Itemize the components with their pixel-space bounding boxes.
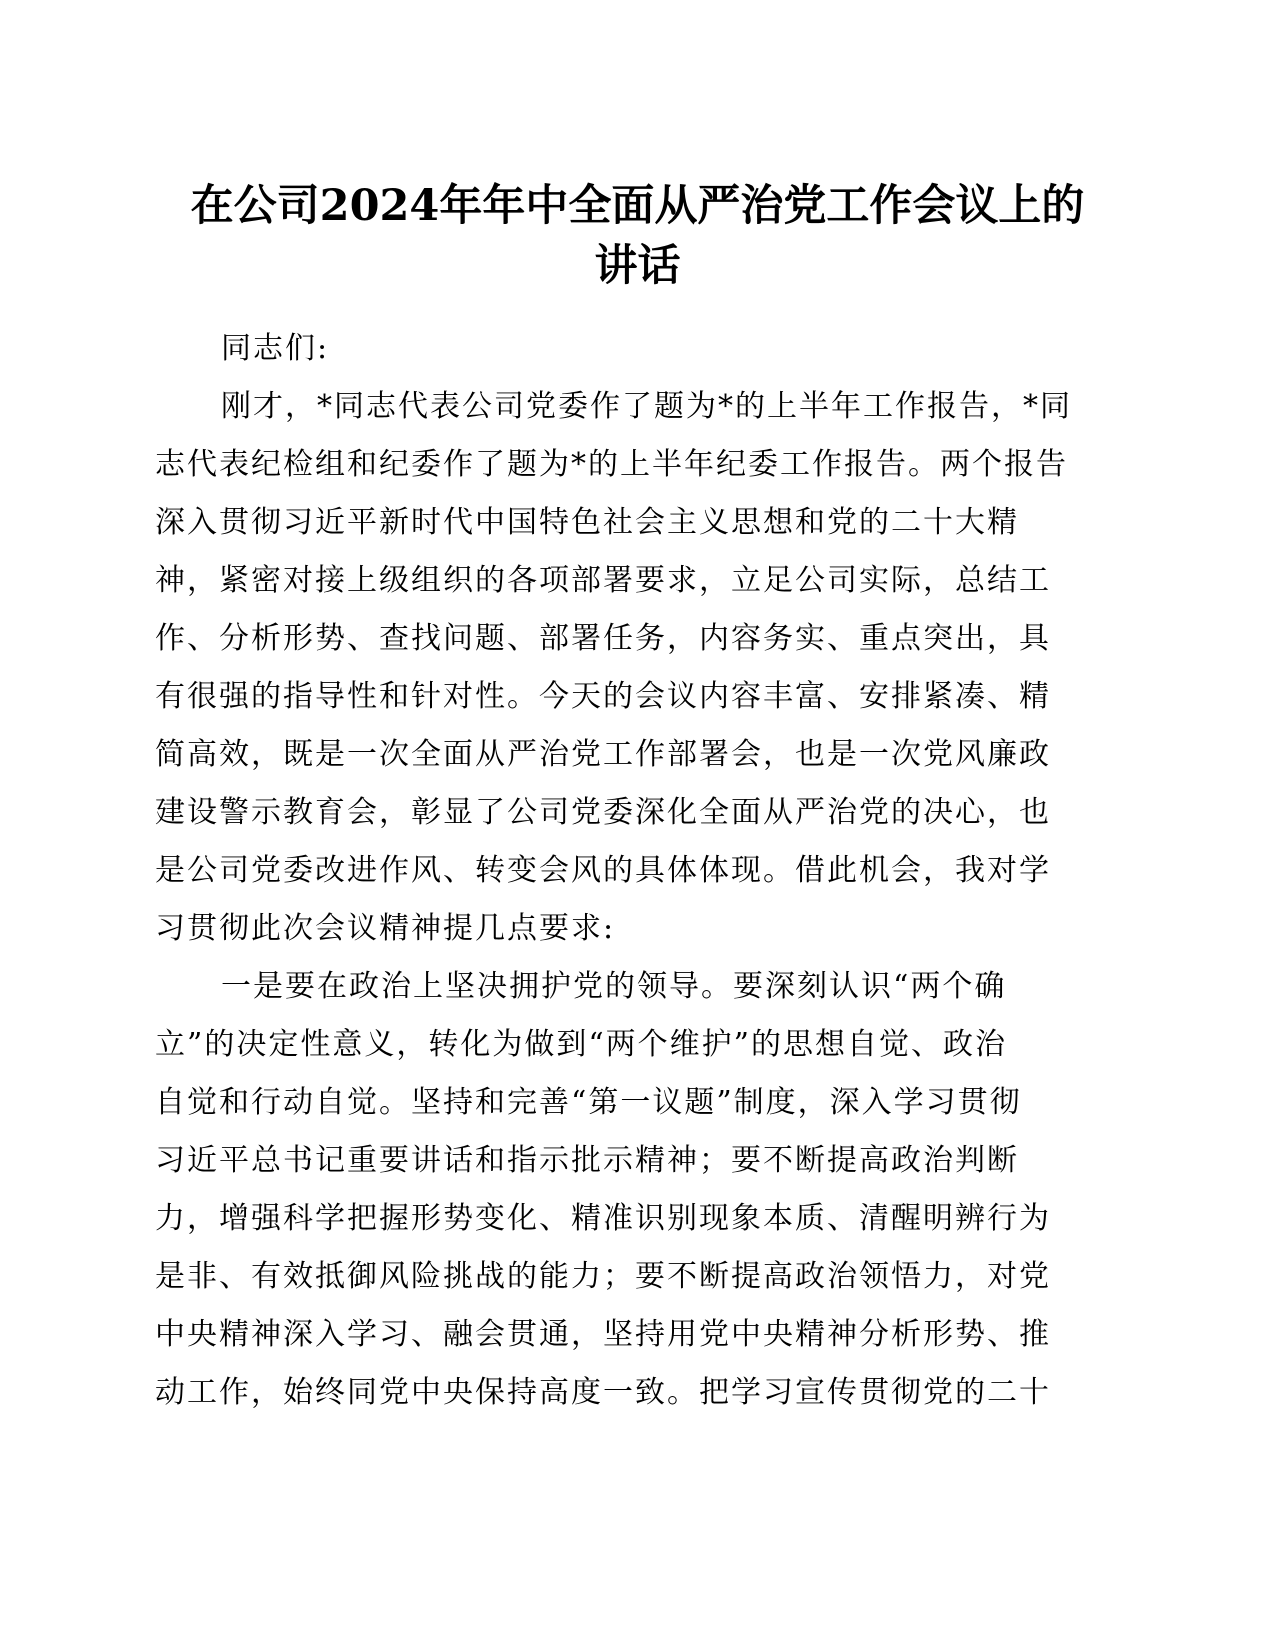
- paragraph-line: 一是要在政治上坚决拥护党的领导。要深刻认识“两个确: [221, 969, 1007, 1004]
- paragraph-1: [155, 378, 1095, 958]
- paragraph-line: 志代表纪检组和纪委作了题为*的上半年纪委工作报告。两个报告: [155, 447, 1068, 482]
- paragraph-line: 自觉和行动自觉。坚持和完善“第一议题”制度，深入学习贯彻: [155, 1085, 1022, 1120]
- paragraph-line: 习贯彻此次会议精神提几点要求:: [155, 911, 616, 946]
- paragraph-line: 立”的决定性意义，转化为做到“两个维护”的思想自觉、政治: [155, 1027, 1008, 1062]
- paragraph-line: 是非、有效抵御风险挑战的能力；要不断提高政治领悟力，对党: [155, 1259, 1051, 1294]
- paragraph-line: 刚才，*同志代表公司党委作了题为*的上半年工作报告，*同: [221, 389, 1072, 424]
- paragraph-2: [155, 958, 1095, 1422]
- paragraph-line: 动工作，始终同党中央保持高度一致。把学习宣传贯彻党的二十: [155, 1375, 1051, 1410]
- paragraph-line: 作、分析形势、查找问题、部署任务，内容务实、重点突出，具: [155, 621, 1051, 656]
- paragraph-line: 有很强的指导性和针对性。今天的会议内容丰富、安排紧凑、精: [155, 679, 1051, 714]
- document-body: [155, 320, 1095, 1422]
- title-line-1: 在公司2024年年中全面从严治党工作会议上的: [190, 181, 1085, 231]
- document-title: [140, 176, 1135, 296]
- paragraph-line: 神，紧密对接上级组织的各项部署要求，立足公司实际，总结工: [155, 563, 1051, 598]
- paragraph-line: 中央精神深入学习、融会贯通，坚持用党中央精神分析形势、推: [155, 1317, 1051, 1352]
- paragraph-line: 简高效，既是一次全面从严治党工作部署会，也是一次党风廉政: [155, 737, 1051, 772]
- paragraph-line: 力，增强科学把握形势变化、精准识别现象本质、清醒明辨行为: [155, 1201, 1051, 1236]
- paragraph-line: 建设警示教育会，彰显了公司党委深化全面从严治党的决心，也: [155, 795, 1051, 830]
- title-line-2: 讲话: [594, 241, 681, 291]
- paragraph-line: 是公司党委改进作风、转变会风的具体体现。借此机会，我对学: [155, 853, 1051, 888]
- salutation: 同志们:: [221, 331, 330, 366]
- paragraph-line: 深入贯彻习近平新时代中国特色社会主义思想和党的二十大精: [155, 505, 1019, 540]
- paragraph-line: 习近平总书记重要讲话和指示批示精神；要不断提高政治判断: [155, 1143, 1019, 1178]
